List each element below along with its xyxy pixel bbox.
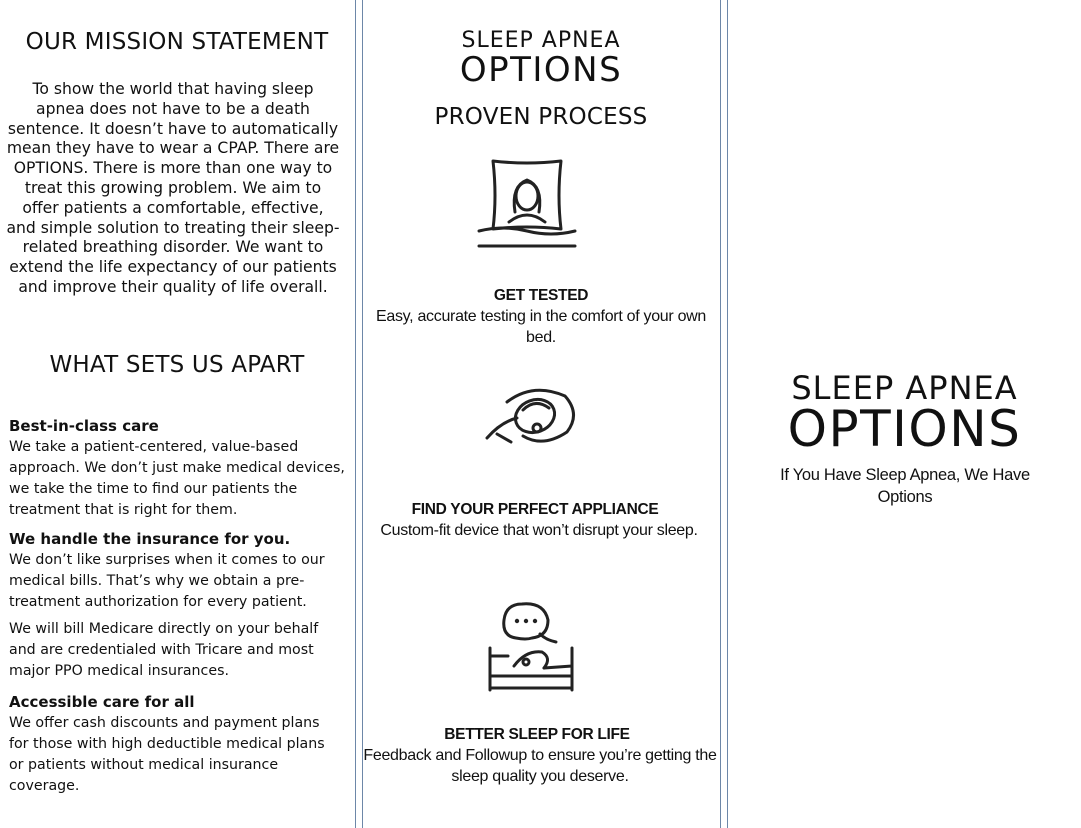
logo-line-2: OPTIONS [459,50,623,90]
item-title-care: Best-in-class care [9,417,159,435]
item-body-accessible: We offer cash discounts and payment plans for those with high deductible medical plans or patients without medical insurance coverage. [9,715,325,794]
middle-panel [362,0,720,828]
process-title: PROVEN PROCESS [434,104,648,130]
step-title-tested: GET TESTED [493,287,589,304]
item-body-care: We take a patient-centered, value-based approach. We don’t just make medical devices, we take the time to find our patients the treatment that is right for them. [9,439,345,518]
right-panel [728,0,1081,828]
logo-line-1: SLEEP APNEA [461,28,621,53]
bed-chat-icon [486,600,576,694]
panel-divider [720,0,721,828]
step-title-better-sleep: BETTER SLEEP FOR LIFE [444,726,630,743]
step-body-better-sleep: Feedback and Followup to ensure you’re getting the sleep quality you deserve. [363,747,717,785]
oral-appliance-icon [483,384,579,456]
panel-divider [355,0,356,828]
left-panel [0,0,354,828]
mission-text: To show the world that having sleep apnea does not have to be a death sentence. It doesn’t have to automatically mean they have to wear a CPAP. There are OPTIONS. There is more than one way to treat this growing problem. We aim to offer patients a comfortable, effective, and simple solution to treating their sleep-related breathing disorder. We want to extend the life expectancy of our patients and improve their quality of life overall. [6,80,340,296]
step-title-appliance: FIND YOUR PERFECT APPLIANCE [411,501,659,518]
logo-large [728,369,1081,458]
item-body-insurance: We don’t like surprises when it comes to our medical bills. That’s why we obtain a pre-treatment authorization for every patient. [9,552,325,610]
item-body-medicare: We will bill Medicare directly on your behalf and are credentialed with Tricare and most major PPO medical insurances. [9,621,319,679]
apart-title: WHAT SETS US APART [49,352,305,378]
step-body-appliance: Custom-fit device that won’t disrupt your sleep. [380,522,698,539]
logo-line-1: SLEEP APNEA [791,369,1018,407]
logo-small [362,28,720,90]
item-title-accessible: Accessible care for all [9,693,195,711]
step-body-tested: Easy, accurate testing in the comfort of your own bed. [375,308,707,346]
sleeping-person-icon [475,156,579,252]
tagline: If You Have Sleep Apnea, We Have Options [780,466,1030,506]
mission-title: OUR MISSION STATEMENT [25,29,329,55]
item-title-insurance: We handle the insurance for you. [9,530,291,548]
logo-line-2: OPTIONS [787,400,1022,458]
